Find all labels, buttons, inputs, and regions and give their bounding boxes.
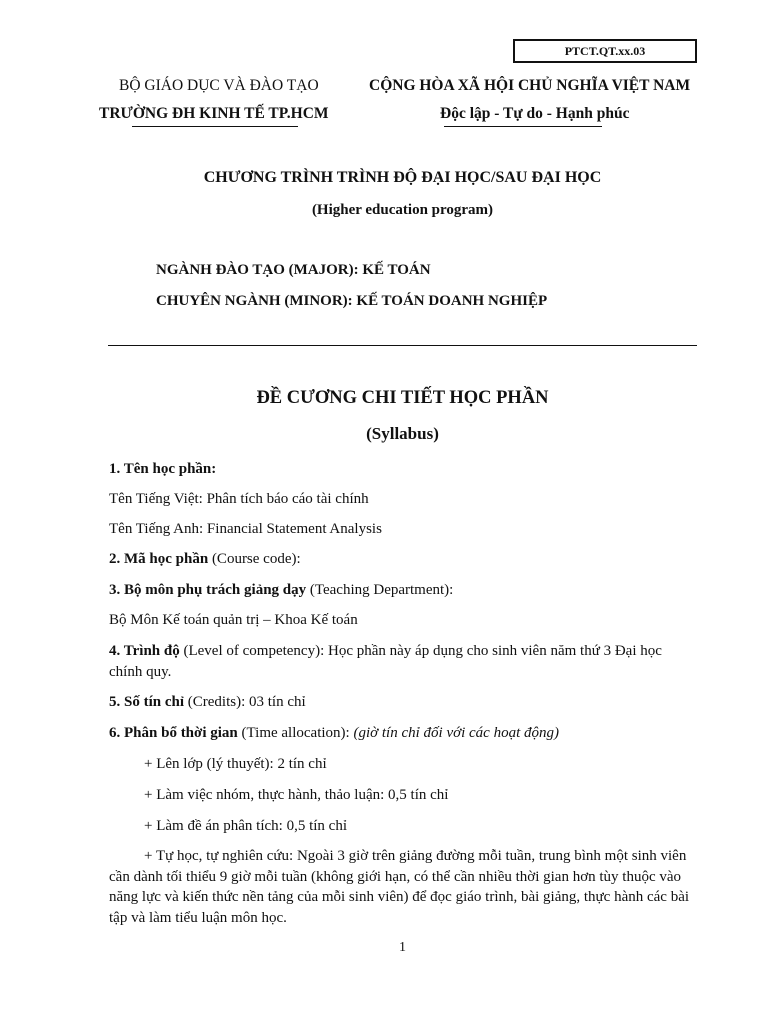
major-line: NGÀNH ĐÀO TẠO (MAJOR): KẾ TOÁN (156, 262, 431, 278)
program-subtitle: (Higher education program) (311, 202, 494, 218)
divider-line (108, 345, 697, 346)
program-title: CHƯƠNG TRÌNH TRÌNH ĐỘ ĐẠI HỌC/SAU ĐẠI HỌC (203, 169, 602, 186)
section-1-heading: 1. Tên học phần: (109, 461, 217, 477)
section-3-heading: 3. Bộ môn phụ trách giảng dạy (109, 582, 307, 598)
section-3-line (109, 580, 453, 600)
section-4-heading: 4. Trình độ (109, 643, 180, 659)
republic-name: CỘNG HÒA XÃ HỘI CHỦ NGHĨA VIỆT NAM (369, 77, 691, 94)
ministry-name: BỘ GIÁO DỤC VÀ ĐÀO TẠO (119, 77, 319, 94)
department-value: Bộ Môn Kế toán quản trị – Khoa Kế toán (109, 612, 358, 628)
allocation-item-groupwork: + Làm việc nhóm, thực hành, thảo luận: 0,5 tín chỉ (144, 787, 449, 803)
section-5-heading: 5. Số tín chỉ (109, 694, 185, 710)
national-motto: Độc lập - Tự do - Hạnh phúc (440, 105, 630, 122)
document-code: PTCT.QT.xx.03 (513, 39, 697, 63)
minor-line: CHUYÊN NGÀNH (MINOR): KẾ TOÁN DOANH NGHIỆP (156, 293, 548, 309)
section-3-label: (Teaching Department): (306, 582, 454, 598)
allocation-item-lecture: + Lên lớp (lý thuyết): 2 tín chỉ (144, 756, 327, 772)
syllabus-title: ĐỀ CƯƠNG CHI TIẾT HỌC PHẦN (256, 388, 549, 408)
section-2-label: (Course code): (208, 551, 301, 567)
allocation-item-project: + Làm đề án phân tích: 0,5 tín chỉ (144, 818, 347, 834)
section-4-paragraph (109, 641, 697, 682)
section-6-label: (Time allocation): (237, 725, 354, 741)
motto-underline (444, 126, 602, 127)
section-6-line (109, 723, 559, 743)
course-name-vi: Tên Tiếng Việt: Phân tích báo cáo tài chính (109, 491, 369, 507)
allocation-item-selfstudy: + Tự học, tự nghiên cứu: Ngoài 3 giờ trên giảng đường mỗi tuần, trung bình một sinh viên cần dành tối thiểu 9 giờ mỗi tuần (không giới hạn, có thể cần nhiều thời gian hơn tùy thuộc vào năng lực và kiến thức nền tảng của mỗi sinh viên) để đọc giáo trình, bài giảng, thực hành các bài tập và làm tiểu luận môn học. (109, 848, 690, 926)
section-4-text: (Level of competency): Học phần này áp dụng cho sinh viên năm thứ 3 Đại học chính quy. (109, 643, 662, 680)
section-6-note: (giờ tín chỉ đối với các hoạt động) (353, 725, 560, 741)
page-number: 1 (399, 940, 406, 955)
school-underline (132, 126, 298, 127)
section-5-text: (Credits): 03 tín chỉ (184, 694, 306, 710)
school-name: TRƯỜNG ĐH KINH TẾ TP.HCM (99, 105, 329, 122)
syllabus-subtitle: (Syllabus) (366, 424, 439, 443)
section-2-heading: 2. Mã học phần (109, 551, 209, 567)
section-6-heading: 6. Phân bổ thời gian (109, 725, 238, 741)
course-name-en: Tên Tiếng Anh: Financial Statement Analysis (109, 521, 382, 537)
section-5-line (109, 692, 306, 712)
section-2-line (109, 549, 301, 569)
